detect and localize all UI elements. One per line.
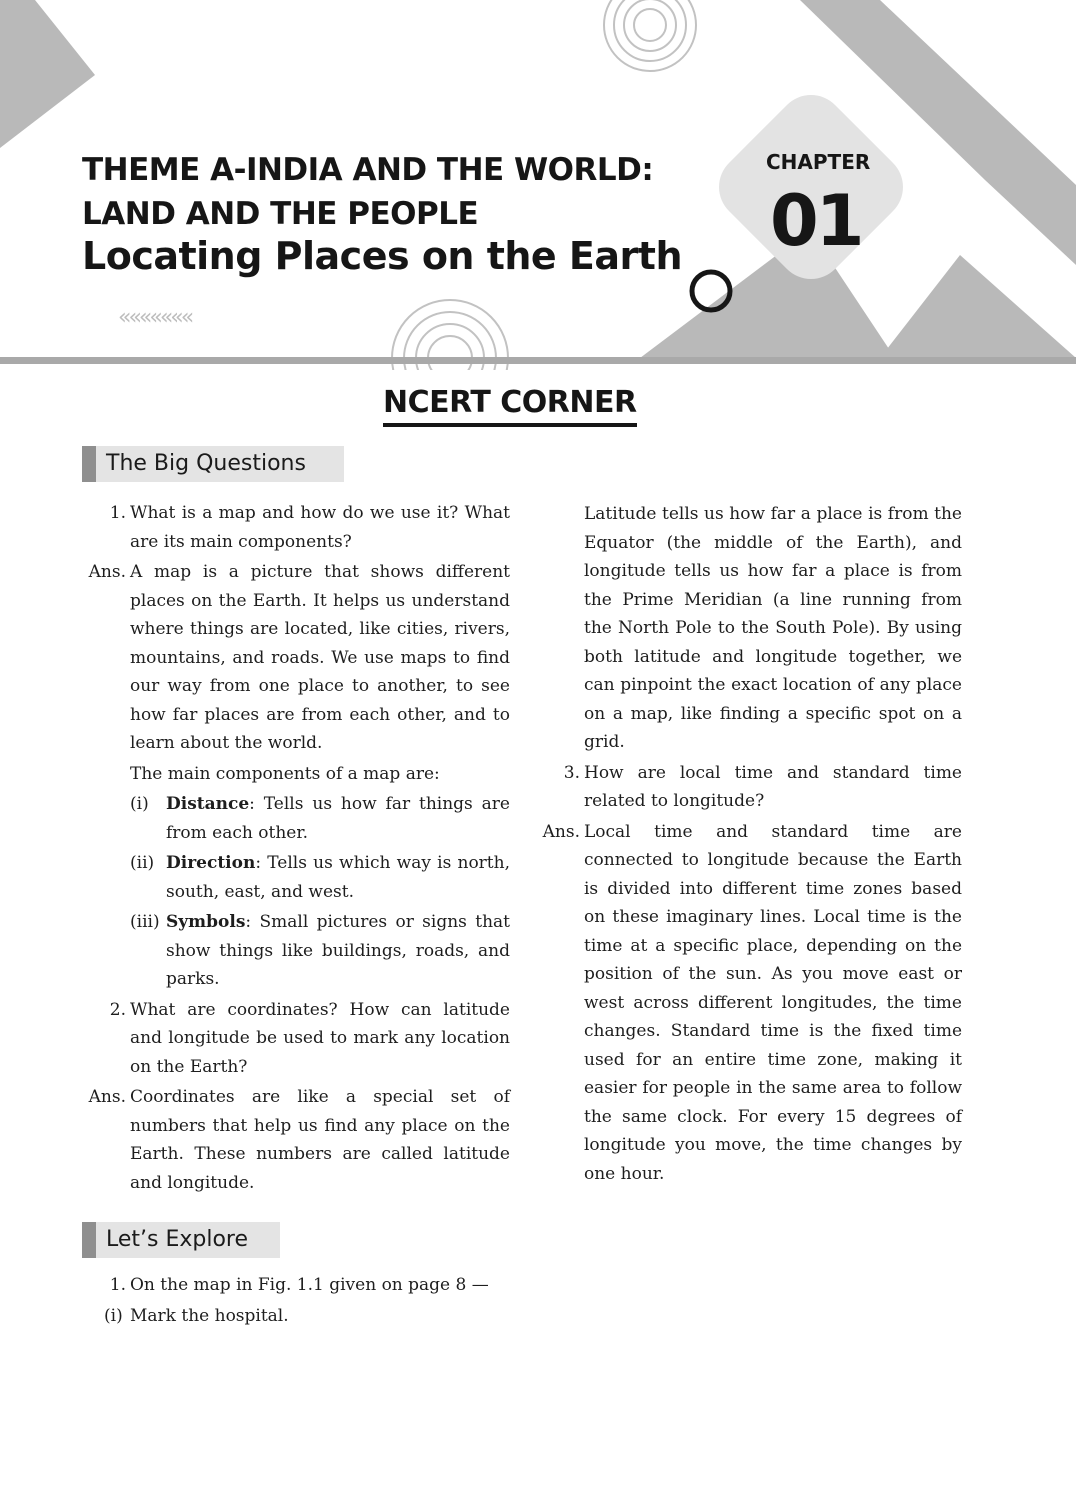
deco-rings-top <box>604 0 696 71</box>
component-term: Symbols <box>166 912 246 932</box>
answer-label: Ans. <box>542 821 580 842</box>
double-chevron-left-icon: ««««««« <box>118 305 192 330</box>
components-intro: The main components of a map are: <box>130 763 440 784</box>
answer-1 <box>82 558 510 758</box>
lets-explore-content <box>82 1271 510 1332</box>
answer-label: Ans. <box>88 562 126 582</box>
right-column <box>536 500 962 1190</box>
header-bottom-bar <box>0 357 1076 364</box>
component-item <box>130 790 510 847</box>
theme-title-line1: THEME A-INDIA AND THE WORLD: <box>82 152 654 188</box>
component-item <box>130 908 510 994</box>
question-text: What is a map and how do we use it? What are its main components? <box>130 503 510 552</box>
subitem-number: (i) <box>104 1305 123 1326</box>
chapter-number: 01 <box>770 180 862 262</box>
question-text: What are coordinates? How can latitude and longitude be used to mark any location on the Earth? <box>130 999 510 1077</box>
lets-explore-heading: Let’s Explore <box>82 1222 280 1258</box>
component-item <box>130 849 510 906</box>
component-term: Distance <box>166 794 250 814</box>
component-number: (ii) <box>130 853 155 873</box>
component-text: : Tells us how far things are from each other. <box>166 794 510 843</box>
deco-chevron-left <box>0 0 95 148</box>
question-number: 2. <box>109 999 126 1020</box>
question-1 <box>82 499 510 556</box>
section-title: NCERT CORNER <box>383 385 637 427</box>
component-text: : Tells us which way is north, south, east, and west. <box>166 853 510 902</box>
answer-3 <box>536 818 962 1189</box>
ring-circle-icon <box>692 272 730 310</box>
answer-text: A map is a picture that shows different places on the Earth. It helps us understand where things are located, like cities, rivers, mountains, and roads. We use maps to find our way from one place to another, to see how far places are from each other, and to learn about the world. <box>130 562 510 753</box>
answer-text: Local time and standard time are connected to longitude because the Earth is divided into different time zones based on these imaginary lines. Local time is the time at a specific place, depending on the position of the sun. As you move east or west across different longitudes, the time changes. Standard time is the fixed time used for an entire time zone, making it easier for people in the same area to follow the same clock. For every 15 degrees of longitude you move, the time changes by one hour. <box>584 821 962 1184</box>
explore-subitem <box>82 1302 510 1331</box>
theme-title-line2: LAND AND THE PEOPLE <box>82 196 479 232</box>
chapter-title: Locating Places on the Earth <box>82 234 682 278</box>
explore-question-1 <box>82 1271 510 1300</box>
component-text: : Small pictures or signs that show things like buildings, roads, and parks. <box>166 912 510 989</box>
big-questions-heading: The Big Questions <box>82 446 344 482</box>
answer-2 <box>82 1083 510 1197</box>
answer-label: Ans. <box>88 1087 126 1107</box>
question-number: 3. <box>563 762 580 783</box>
question-2 <box>82 996 510 1082</box>
chapter-label: CHAPTER <box>766 150 871 174</box>
question-text: On the map in Fig. 1.1 given on page 8 — <box>130 1275 489 1295</box>
answer-2-continued: Latitude tells us how far a place is from the Equator (the middle of the Earth), and longitude tells us how far a place is from the Prime Meridian (a line running from the North Pole to the South Pole). By using both latitude and longitude together, we can pinpoint the exact location of any place on a map, like finding a specific spot on a grid. <box>584 504 962 752</box>
component-number: (i) <box>130 794 149 814</box>
deco-triangle-bottom-right <box>880 255 1076 358</box>
subitem-text: Mark the hospital. <box>130 1305 289 1326</box>
left-column <box>82 499 510 1199</box>
question-text: How are local time and standard time related to longitude? <box>584 762 962 811</box>
question-3 <box>536 759 962 816</box>
answer-text: Coordinates are like a special set of numbers that help us find any place on the Earth. These numbers are called latitude and longitude. <box>130 1087 510 1193</box>
component-number: (iii) <box>130 912 160 932</box>
question-number: 1. <box>109 1275 126 1295</box>
component-term: Direction <box>166 853 256 873</box>
question-number: 1. <box>109 503 126 523</box>
